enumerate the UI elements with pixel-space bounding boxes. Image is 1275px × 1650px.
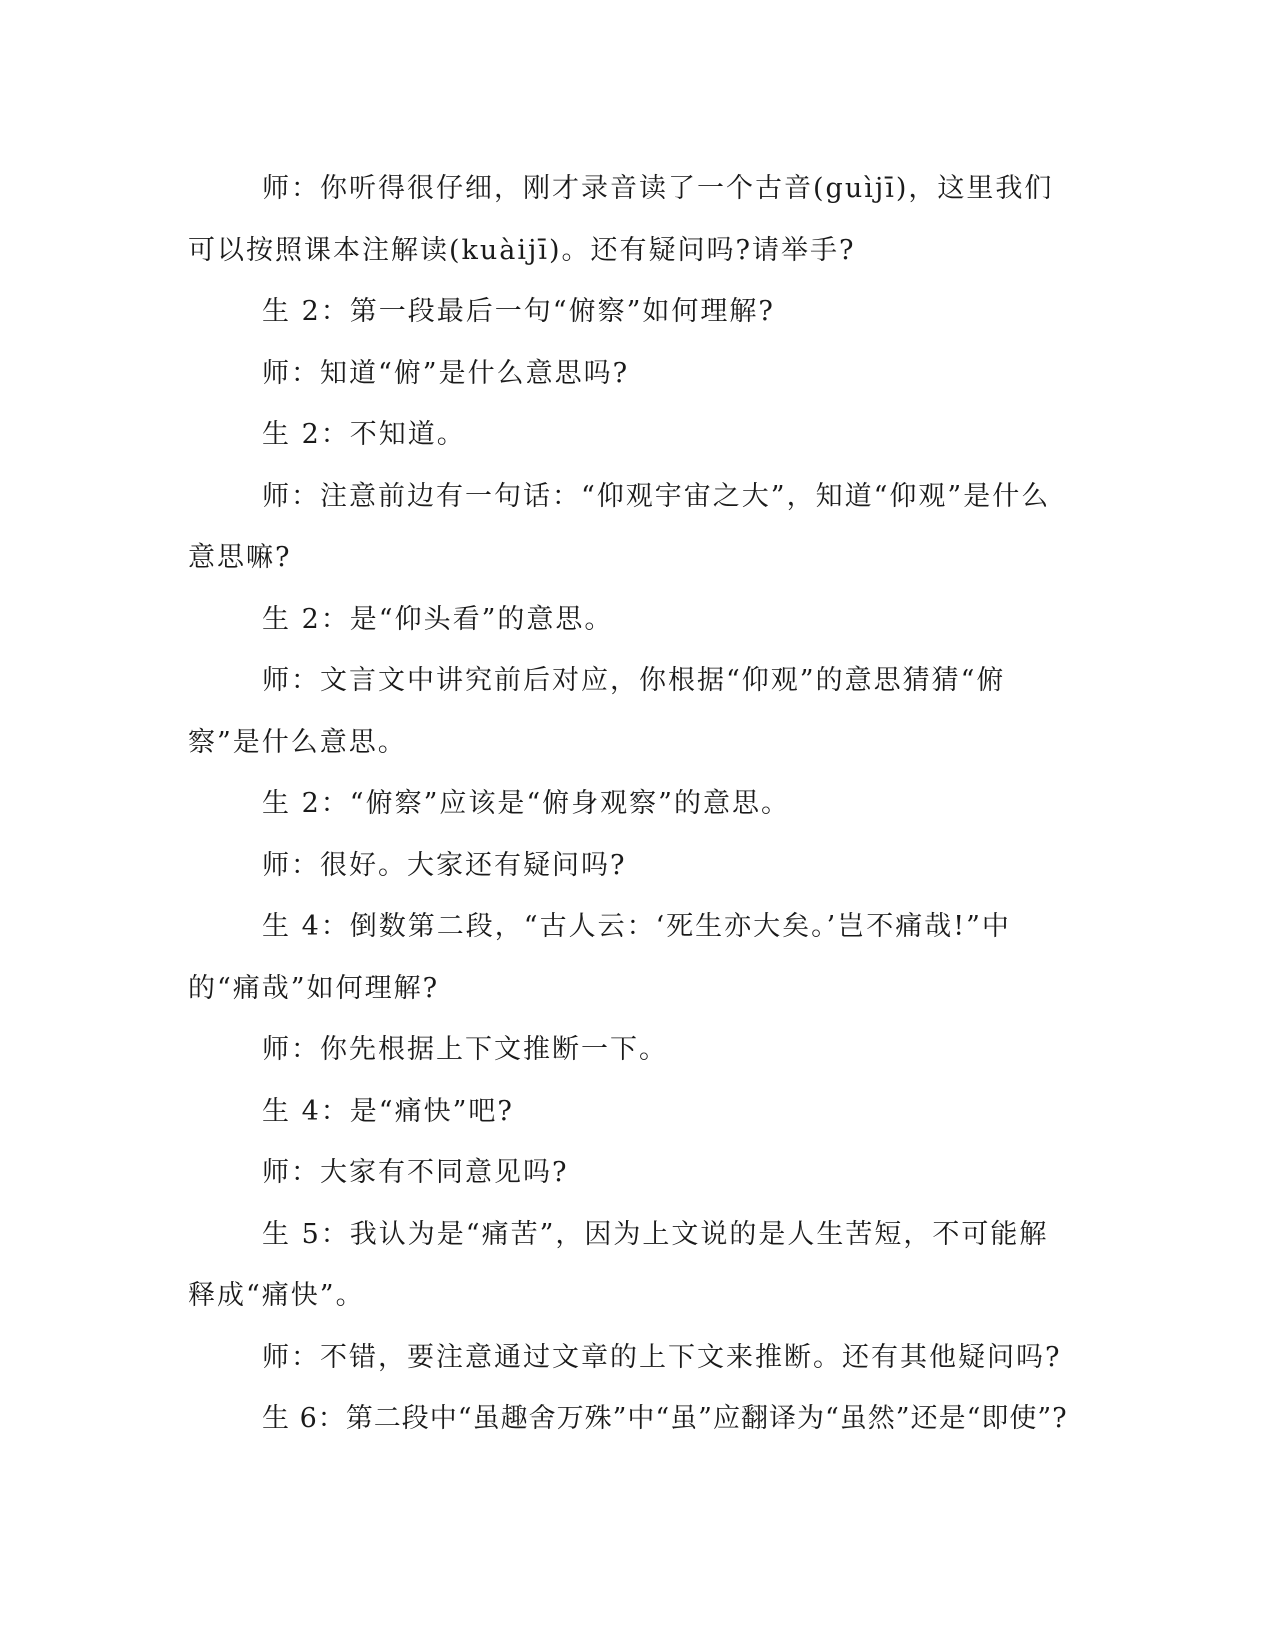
paragraph-1: 师：你听得很仔细，刚才录音读了一个古音(guìjī)，这里我们可以按照课本注解读(kuàijī)。还有疑问吗?请举手?	[188, 173, 1054, 266]
paragraph-5: 师：注意前边有一句话：“仰观宇宙之大”，知道“仰观”是什么意思嘛?	[188, 480, 1051, 573]
paragraph-8: 生 2：“俯察”应该是“俯身观察”的意思。	[262, 788, 790, 819]
paragraph-4: 生 2：不知道。	[262, 419, 466, 450]
paragraph-2: 生 2：第一段最后一句“俯察”如何理解?	[262, 296, 775, 327]
paragraph-9: 师：很好。大家还有疑问吗?	[262, 849, 627, 881]
paragraph-14: 生 5：我认为是“痛苦”，因为上文说的是人生苦短，不可能解释成“痛快”。	[188, 1218, 1049, 1311]
paragraph-3: 师：知道“俯”是什么意思吗?	[262, 357, 630, 389]
paragraph-15: 师：不错，要注意通过文章的上下文来推断。还有其他疑问吗?	[262, 1341, 1062, 1373]
paragraph-7: 师：文言文中讲究前后对应，你根据“仰观”的意思猜猜“俯察”是什么意思。	[188, 665, 1006, 758]
paragraph-11: 师：你先根据上下文推断一下。	[262, 1034, 668, 1065]
document-body	[188, 158, 1068, 1450]
paragraph-12: 生 4：是“痛快”吧?	[262, 1095, 514, 1127]
paragraph-16: 生 6：第二段中“虽趣舍万殊”中“虽”应翻译为“虽然”还是“即使”?	[262, 1403, 1068, 1434]
paragraph-13: 师：大家有不同意见吗?	[262, 1157, 569, 1188]
paragraph-10: 生 4：倒数第二段，“古人云：‘死生亦大矣。’岂不痛哉!”中的“痛哉”如何理解?	[188, 911, 1011, 1004]
paragraph-6: 生 2：是“仰头看”的意思。	[262, 603, 614, 635]
